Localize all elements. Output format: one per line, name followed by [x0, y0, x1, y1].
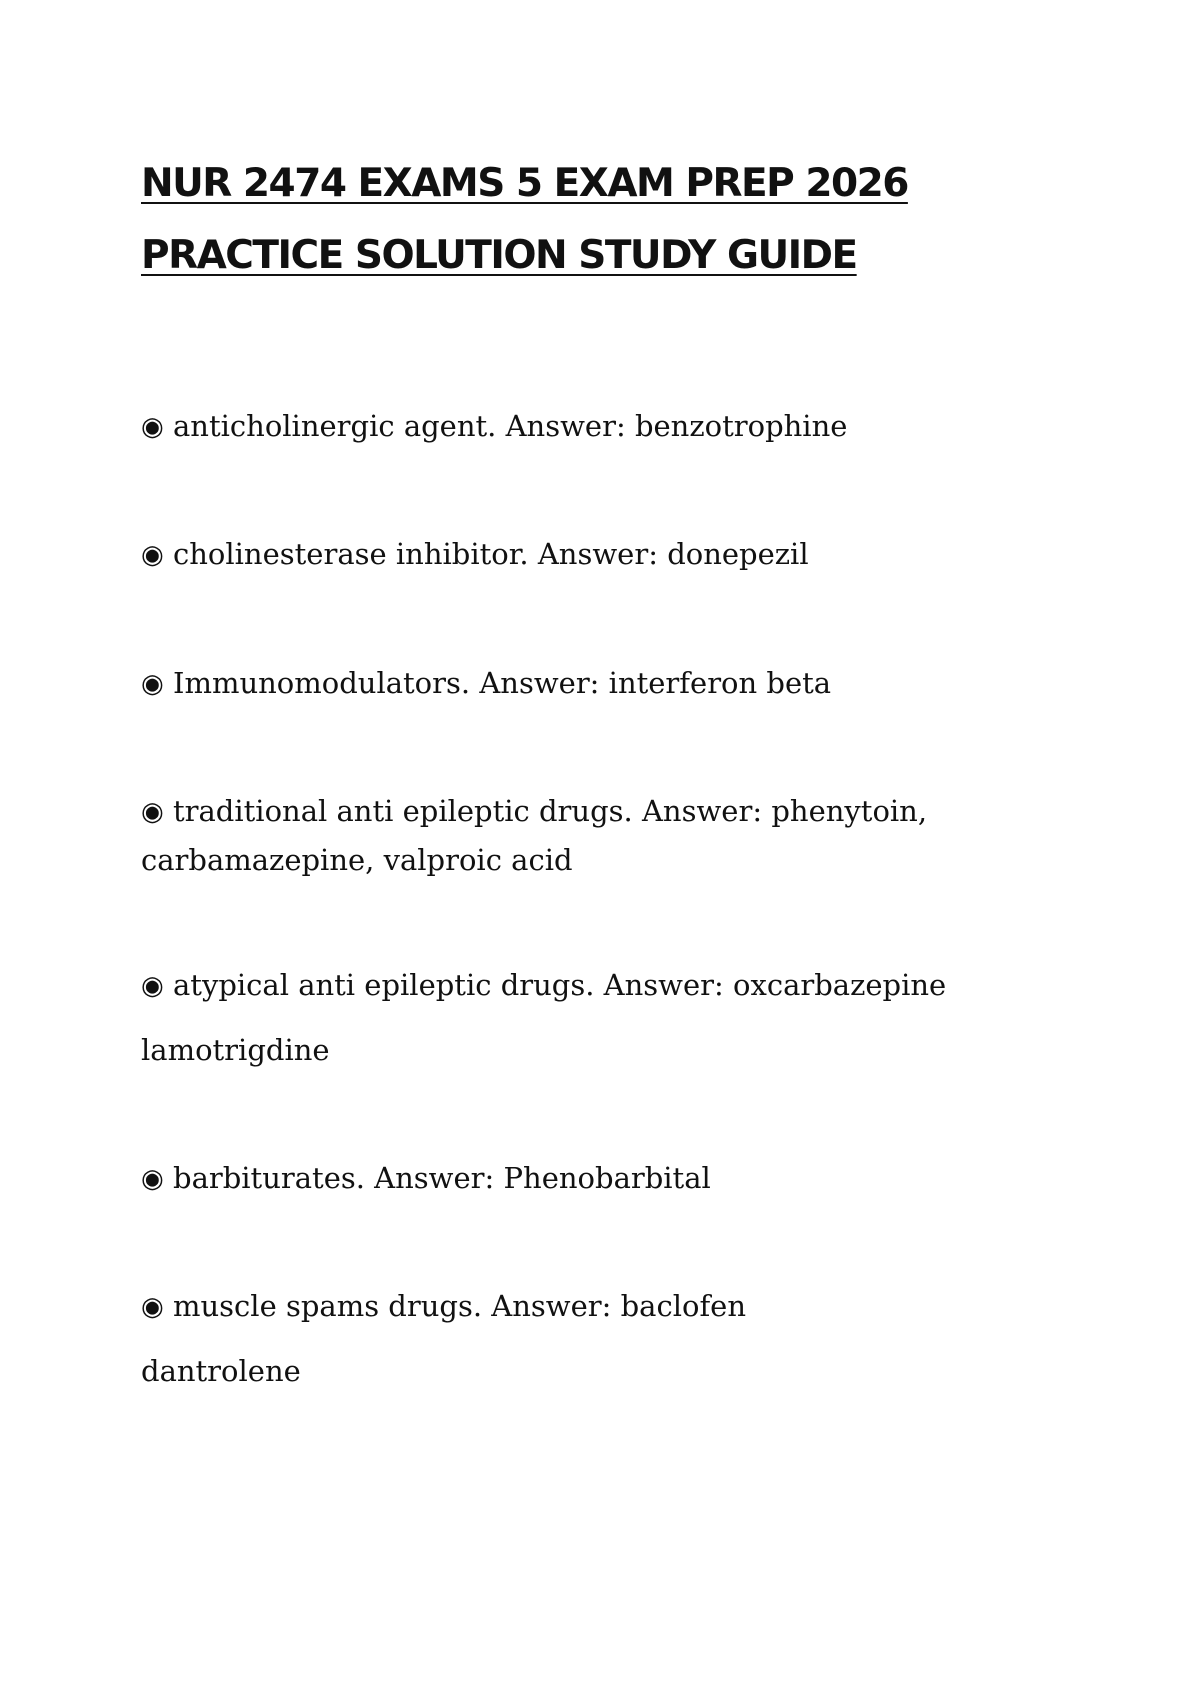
document-title — [141, 148, 1041, 292]
item-text: cholinesterase inhibitor. Answer: donepezil — [173, 537, 809, 571]
radio-bullet-icon: ◉ — [141, 1292, 164, 1322]
item-text: atypical anti epileptic drugs. Answer: oxcarbazepine — [173, 968, 947, 1002]
radio-bullet-icon: ◉ — [141, 971, 164, 1001]
item-text: barbiturates. Answer: Phenobarbital — [173, 1161, 711, 1195]
item-text-continued: dantrolene — [141, 1354, 301, 1388]
list-item — [141, 659, 1041, 708]
item-text: traditional anti epileptic drugs. Answer: phenytoin, — [173, 794, 928, 828]
list-item — [141, 961, 1041, 1074]
item-text-continued: carbamazepine, valproic acid — [141, 843, 573, 877]
list-item — [141, 787, 1041, 884]
list-item — [141, 1282, 1041, 1395]
list-item — [141, 1154, 1041, 1203]
radio-bullet-icon: ◉ — [141, 669, 164, 699]
item-text-continued: lamotrigdine — [141, 1033, 330, 1067]
radio-bullet-icon: ◉ — [141, 797, 164, 827]
item-text: muscle spams drugs. Answer: baclofen — [173, 1289, 747, 1323]
radio-bullet-icon: ◉ — [141, 1164, 164, 1194]
radio-bullet-icon: ◉ — [141, 412, 164, 442]
radio-bullet-icon: ◉ — [141, 540, 164, 570]
title-line-1: NUR 2474 EXAMS 5 EXAM PREP 2026 — [141, 161, 908, 206]
list-item — [141, 402, 1041, 451]
item-text: anticholinergic agent. Answer: benzotrophine — [173, 409, 848, 443]
item-text: Immunomodulators. Answer: interferon beta — [173, 666, 832, 700]
title-line-2: PRACTICE SOLUTION STUDY GUIDE — [141, 233, 857, 278]
list-item — [141, 530, 1041, 579]
